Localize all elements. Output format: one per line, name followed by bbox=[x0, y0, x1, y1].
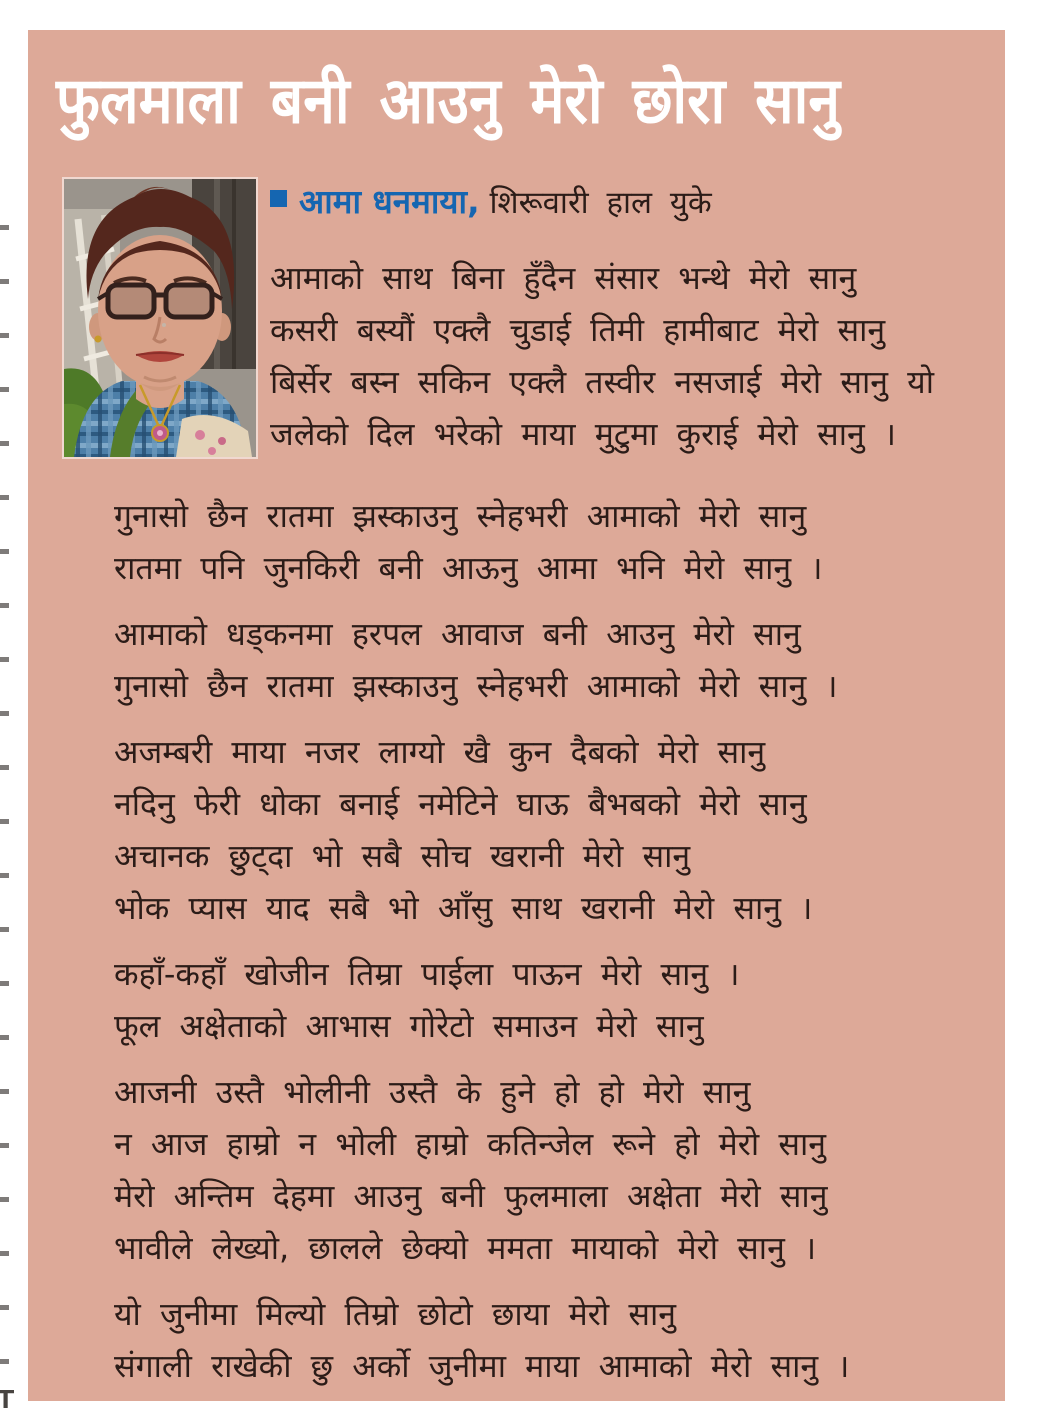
poem-line: भावीले लेख्यो, छालले छेक्यो ममता मायाको मेरो सानु । bbox=[114, 1229, 817, 1267]
poem-line: नदिनु फेरी धोका बनाई नमेटिने घाऊ बैभबको मेरो सानु bbox=[114, 785, 807, 823]
poem-line: आजनी उस्तै भोलीनी उस्तै के हुने हो हो मेरो सानु bbox=[114, 1073, 751, 1111]
poem-line: बिर्सेर बस्न सकिन एक्लै तस्वीर नसजाई मेरो सानु यो bbox=[270, 363, 935, 401]
stanza bbox=[114, 490, 995, 594]
poem-line: अजम्बरी माया नजर लाग्यो खै कुन दैबको मेरो सानु bbox=[114, 733, 766, 771]
poem-line: कसरी बस्यौं एक्लै चुडाई तिमी हामीबाट मेरो सानु bbox=[270, 311, 886, 349]
poem-line: गुनासो छैन रातमा झस्काउनु स्नेहभरी आमाको मेरो सानु bbox=[114, 497, 807, 535]
author-photo bbox=[64, 179, 256, 457]
stanza bbox=[114, 948, 995, 1052]
left-edge-print-artifacts bbox=[0, 225, 9, 1385]
poem-line: आमाको धड्कनमा हरपल आवाज बनी आउनु मेरो सानु bbox=[114, 615, 801, 653]
poem-line: गुनासो छैन रातमा झस्काउनु स्नेहभरी आमाको मेरो सानु । bbox=[114, 667, 838, 705]
poem-line: आमाको साथ बिना हुँदैन संसार भन्थे मेरो सानु bbox=[270, 259, 857, 297]
poem-line: फूल अक्षेताको आभास गोरेटो समाउन मेरो सानु bbox=[114, 1007, 704, 1045]
poem-body bbox=[114, 490, 995, 1406]
poem-line: यो जुनीमा मिल्यो तिम्रो छोटो छाया मेरो सानु bbox=[114, 1295, 677, 1333]
author-photo-illustration bbox=[64, 179, 256, 457]
left-edge-print-artifact-mark bbox=[0, 1390, 14, 1408]
poem-line: अचानक छुट्दा भो सबै सोच खरानी मेरो सानु bbox=[114, 837, 691, 875]
poem-line: जलेको दिल भरेको माया मुटुमा कुराई मेरो सानु । bbox=[270, 415, 897, 453]
byline-location: शिरूवारी हाल युके bbox=[489, 185, 712, 221]
article-headline: फुलमाला बनी आउनु मेरो छोरा सानु bbox=[56, 64, 841, 138]
stanza-first bbox=[270, 252, 934, 460]
stanza bbox=[114, 608, 995, 712]
poem-line: भोक प्यास याद सबै भो आँसु साथ खरानी मेरो सानु । bbox=[114, 889, 813, 927]
byline bbox=[270, 178, 712, 223]
article-panel bbox=[28, 30, 1005, 1401]
stanza bbox=[114, 1066, 995, 1274]
poem-line: संगाली राखेकी छु अर्को जुनीमा माया आमाको मेरो सानु । bbox=[114, 1347, 850, 1385]
byline-bullet-icon bbox=[270, 190, 287, 207]
poem-line: न आज हाम्रो न भोली हाम्रो कतिन्जेल रूने हो मेरो सानु bbox=[114, 1125, 827, 1163]
poem-line: कहाँ-कहाँ खोजीन तिम्रा पाईला पाऊन मेरो सानु । bbox=[114, 955, 740, 993]
stanza bbox=[114, 1288, 995, 1392]
byline-author: आमा धनमाया, bbox=[299, 182, 480, 221]
stanza bbox=[114, 726, 995, 934]
poem-line: रातमा पनि जुनकिरी बनी आऊनु आमा भनि मेरो सानु । bbox=[114, 549, 823, 587]
poem-line: मेरो अन्तिम देहमा आउनु बनी फुलमाला अक्षेता मेरो सानु bbox=[114, 1177, 828, 1215]
